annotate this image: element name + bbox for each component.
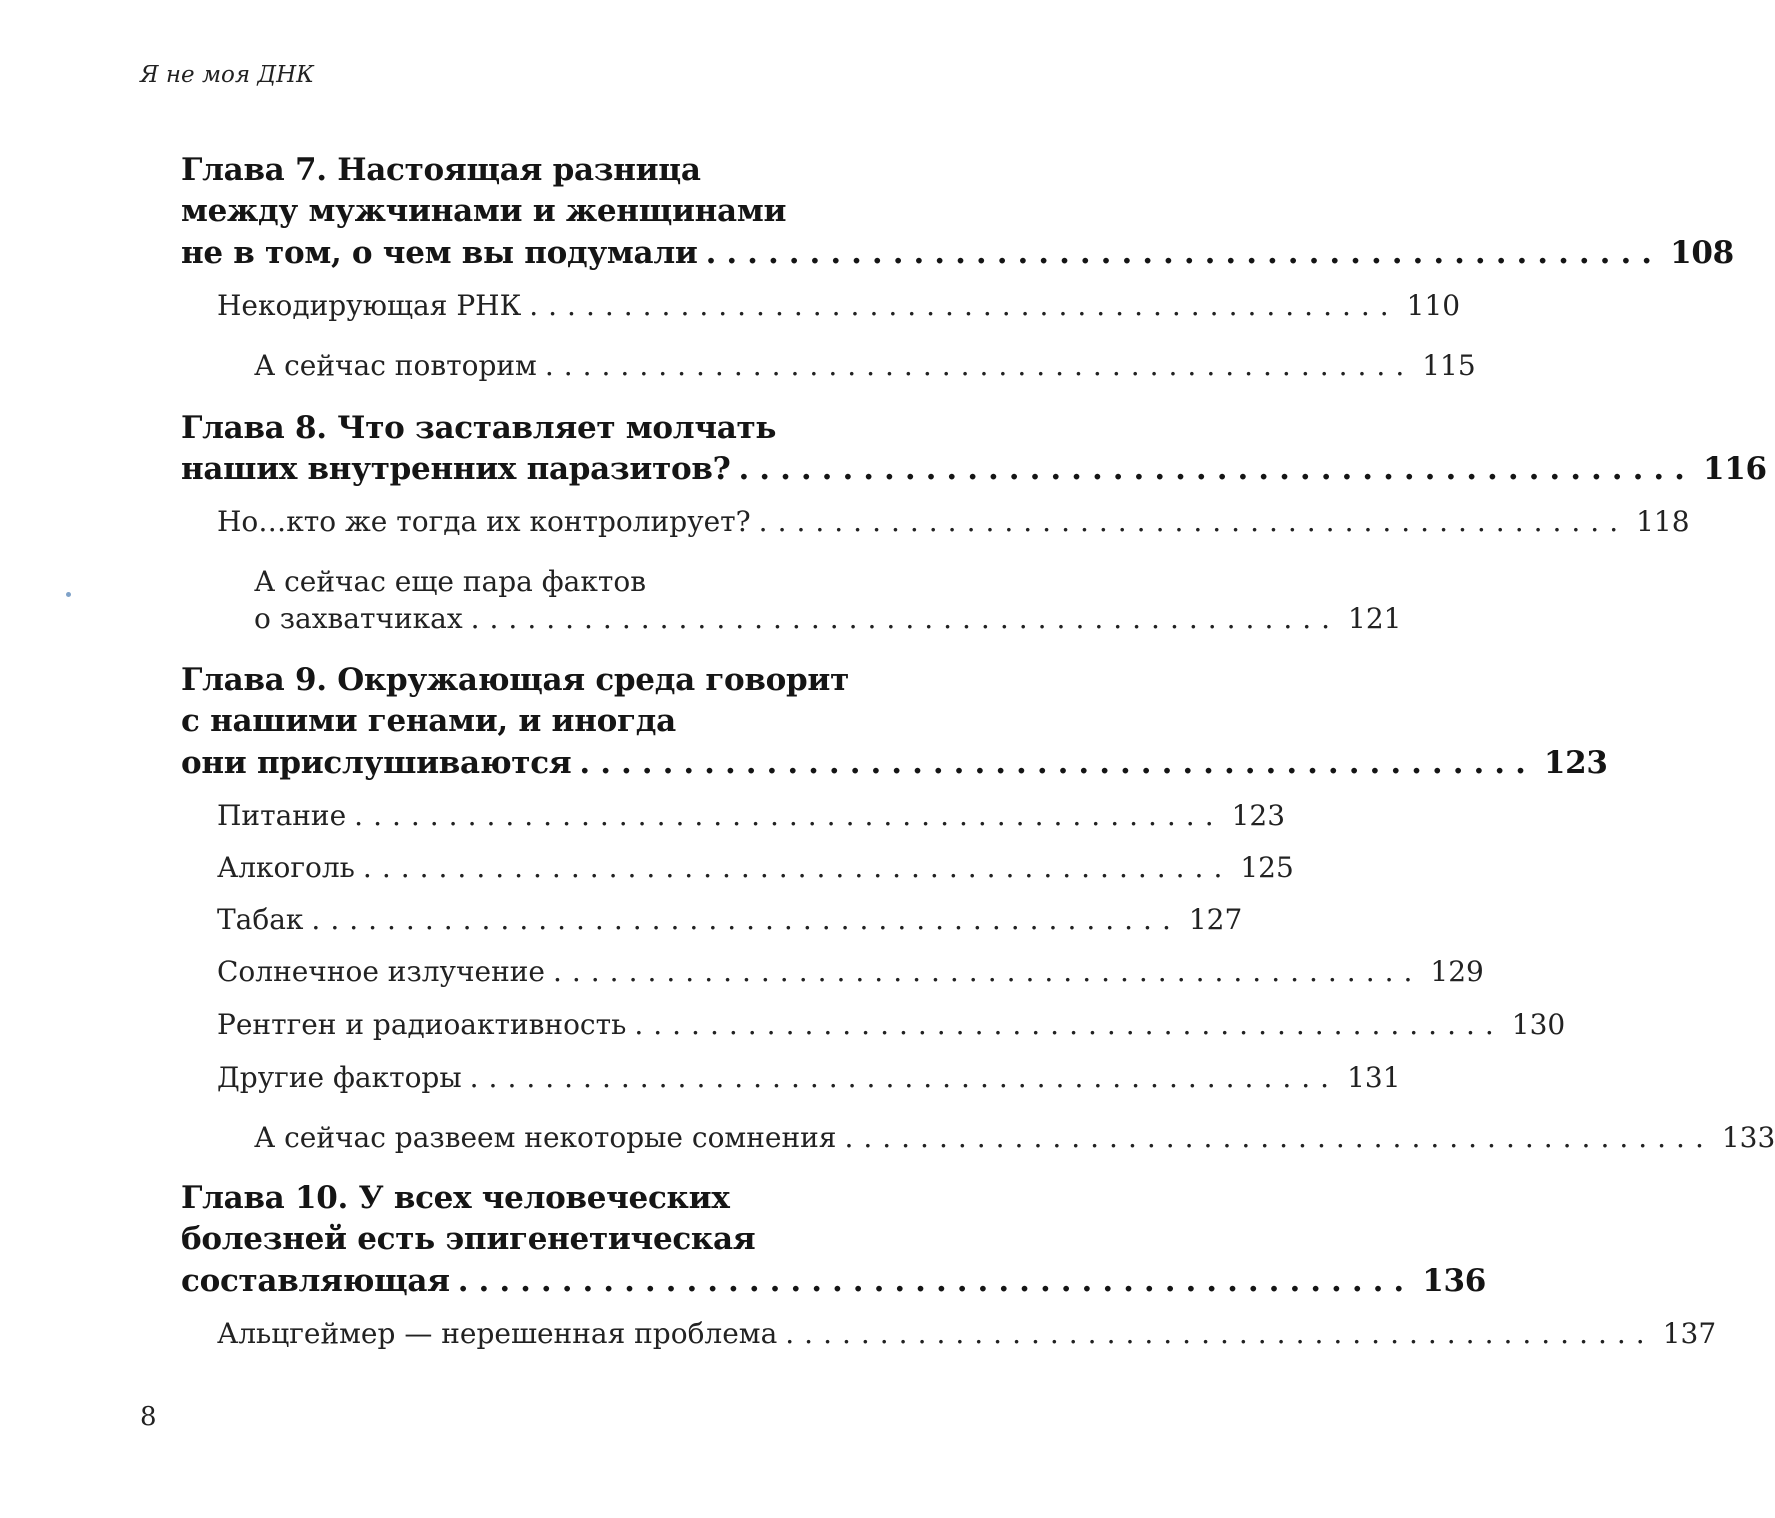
- chapter-9-title-line-2[interactable]: с нашими генами, и иногда: [181, 703, 676, 739]
- chapter-8-page: 116: [1702, 451, 1767, 487]
- leader-dots: ..............................................: [705, 235, 1663, 271]
- toc-entry-title: Некодирующая РНК: [217, 289, 522, 322]
- toc-entry-page: 121: [1348, 602, 1402, 635]
- toc-entry-page: 131: [1347, 1061, 1401, 1094]
- toc-entry[interactable]: [217, 799, 1286, 832]
- toc-entry-title: Алкоголь: [217, 851, 355, 884]
- toc-review-entry[interactable]: [254, 1121, 1775, 1154]
- chapter-10-title-line-2[interactable]: болезней есть эпигенетическая: [181, 1221, 756, 1257]
- toc-entry-title: Но…кто же тогда их контролирует?: [217, 505, 751, 538]
- leader-dots: ..............................................: [758, 505, 1629, 538]
- toc-entry-title: А сейчас повторим: [254, 349, 537, 382]
- chapter-10-title-text: составляющая: [181, 1263, 450, 1299]
- toc-entry[interactable]: [217, 955, 1484, 988]
- toc-review-entry[interactable]: [254, 349, 1476, 382]
- leader-dots: ..............................................: [552, 955, 1423, 988]
- leader-dots: ..............................................: [544, 349, 1415, 382]
- toc-entry[interactable]: [217, 1061, 1401, 1094]
- toc-entry-title: А сейчас развеем некоторые сомнения: [254, 1121, 837, 1154]
- page-number: 8: [140, 1402, 157, 1432]
- leader-dots: ..............................................: [470, 602, 1341, 635]
- chapter-9-title-line-1[interactable]: Глава 9. Окружающая среда говорит: [181, 662, 850, 698]
- toc-entry-page: 125: [1240, 851, 1294, 884]
- toc-entry[interactable]: [217, 289, 1461, 322]
- leader-dots: ..............................................: [362, 851, 1233, 884]
- toc-entry-page: 133: [1721, 1121, 1775, 1154]
- leader-dots: ..............................................: [634, 1008, 1504, 1041]
- toc-entry-title: Альцгеймер — нерешенная проблема: [217, 1317, 778, 1350]
- print-speck: [66, 592, 71, 597]
- leader-dots: ..............................................: [785, 1317, 1655, 1350]
- toc-review-entry-line-2[interactable]: [254, 602, 1402, 635]
- running-head: Я не моя ДНК: [140, 62, 314, 88]
- toc-entry-page: 130: [1511, 1008, 1566, 1041]
- toc-entry-title: Табак: [217, 903, 304, 936]
- chapter-8-title-line-2[interactable]: [181, 451, 1767, 487]
- chapter-10-title-line-3[interactable]: [181, 1263, 1487, 1299]
- toc-entry-page: 115: [1422, 349, 1476, 382]
- toc-entry-title: о захватчиках: [254, 602, 463, 635]
- chapter-10-title-line-1[interactable]: Глава 10. У всех человеческих: [181, 1180, 730, 1216]
- toc-review-entry-line-1[interactable]: А сейчас еще пара фактов: [254, 565, 646, 598]
- toc-entry[interactable]: [217, 1317, 1717, 1350]
- toc-entry-title: Другие факторы: [217, 1061, 462, 1094]
- chapter-7-title-text: не в том, о чем вы подумали: [181, 235, 698, 271]
- toc-entry-page: 123: [1231, 799, 1286, 832]
- toc-entry-title: Рентген и радиоактивность: [217, 1008, 627, 1041]
- toc-entry-page: 110: [1406, 289, 1461, 322]
- toc-entry-page: 118: [1636, 505, 1690, 538]
- chapter-9-title-line-3[interactable]: [181, 745, 1608, 781]
- leader-dots: ..............................................: [738, 451, 1695, 487]
- chapter-9-title-text: они прислушиваются: [181, 745, 572, 781]
- chapter-9-page: 123: [1543, 745, 1608, 781]
- chapter-8-title-line-1[interactable]: Глава 8. Что заставляет молчать: [181, 410, 777, 446]
- toc-entry-page: 129: [1430, 955, 1484, 988]
- chapter-7-title-line-2[interactable]: между мужчинами и женщинами: [181, 193, 787, 229]
- chapter-7-page: 108: [1670, 235, 1734, 271]
- toc-entry-title: Солнечное излучение: [217, 955, 545, 988]
- toc-entry[interactable]: [217, 505, 1690, 538]
- toc-entry[interactable]: [217, 851, 1294, 884]
- chapter-7-title-line-1[interactable]: Глава 7. Настоящая разница: [181, 152, 701, 188]
- toc-entry-title: Питание: [217, 799, 347, 832]
- leader-dots: ..............................................: [457, 1263, 1415, 1299]
- chapter-7-title-line-3[interactable]: [181, 235, 1734, 271]
- leader-dots: ..............................................: [469, 1061, 1340, 1094]
- leader-dots: ..............................................: [844, 1121, 1714, 1154]
- chapter-8-title-text: наших внутренних паразитов?: [181, 451, 731, 487]
- toc-entry[interactable]: [217, 1008, 1566, 1041]
- toc-entry-page: 127: [1188, 903, 1243, 936]
- leader-dots: ..............................................: [529, 289, 1399, 322]
- chapter-10-page: 136: [1422, 1263, 1487, 1299]
- leader-dots: ..............................................: [579, 745, 1536, 781]
- toc-entry[interactable]: [217, 903, 1243, 936]
- toc-entry-page: 137: [1662, 1317, 1717, 1350]
- leader-dots: ..............................................: [354, 799, 1224, 832]
- leader-dots: ..............................................: [311, 903, 1181, 936]
